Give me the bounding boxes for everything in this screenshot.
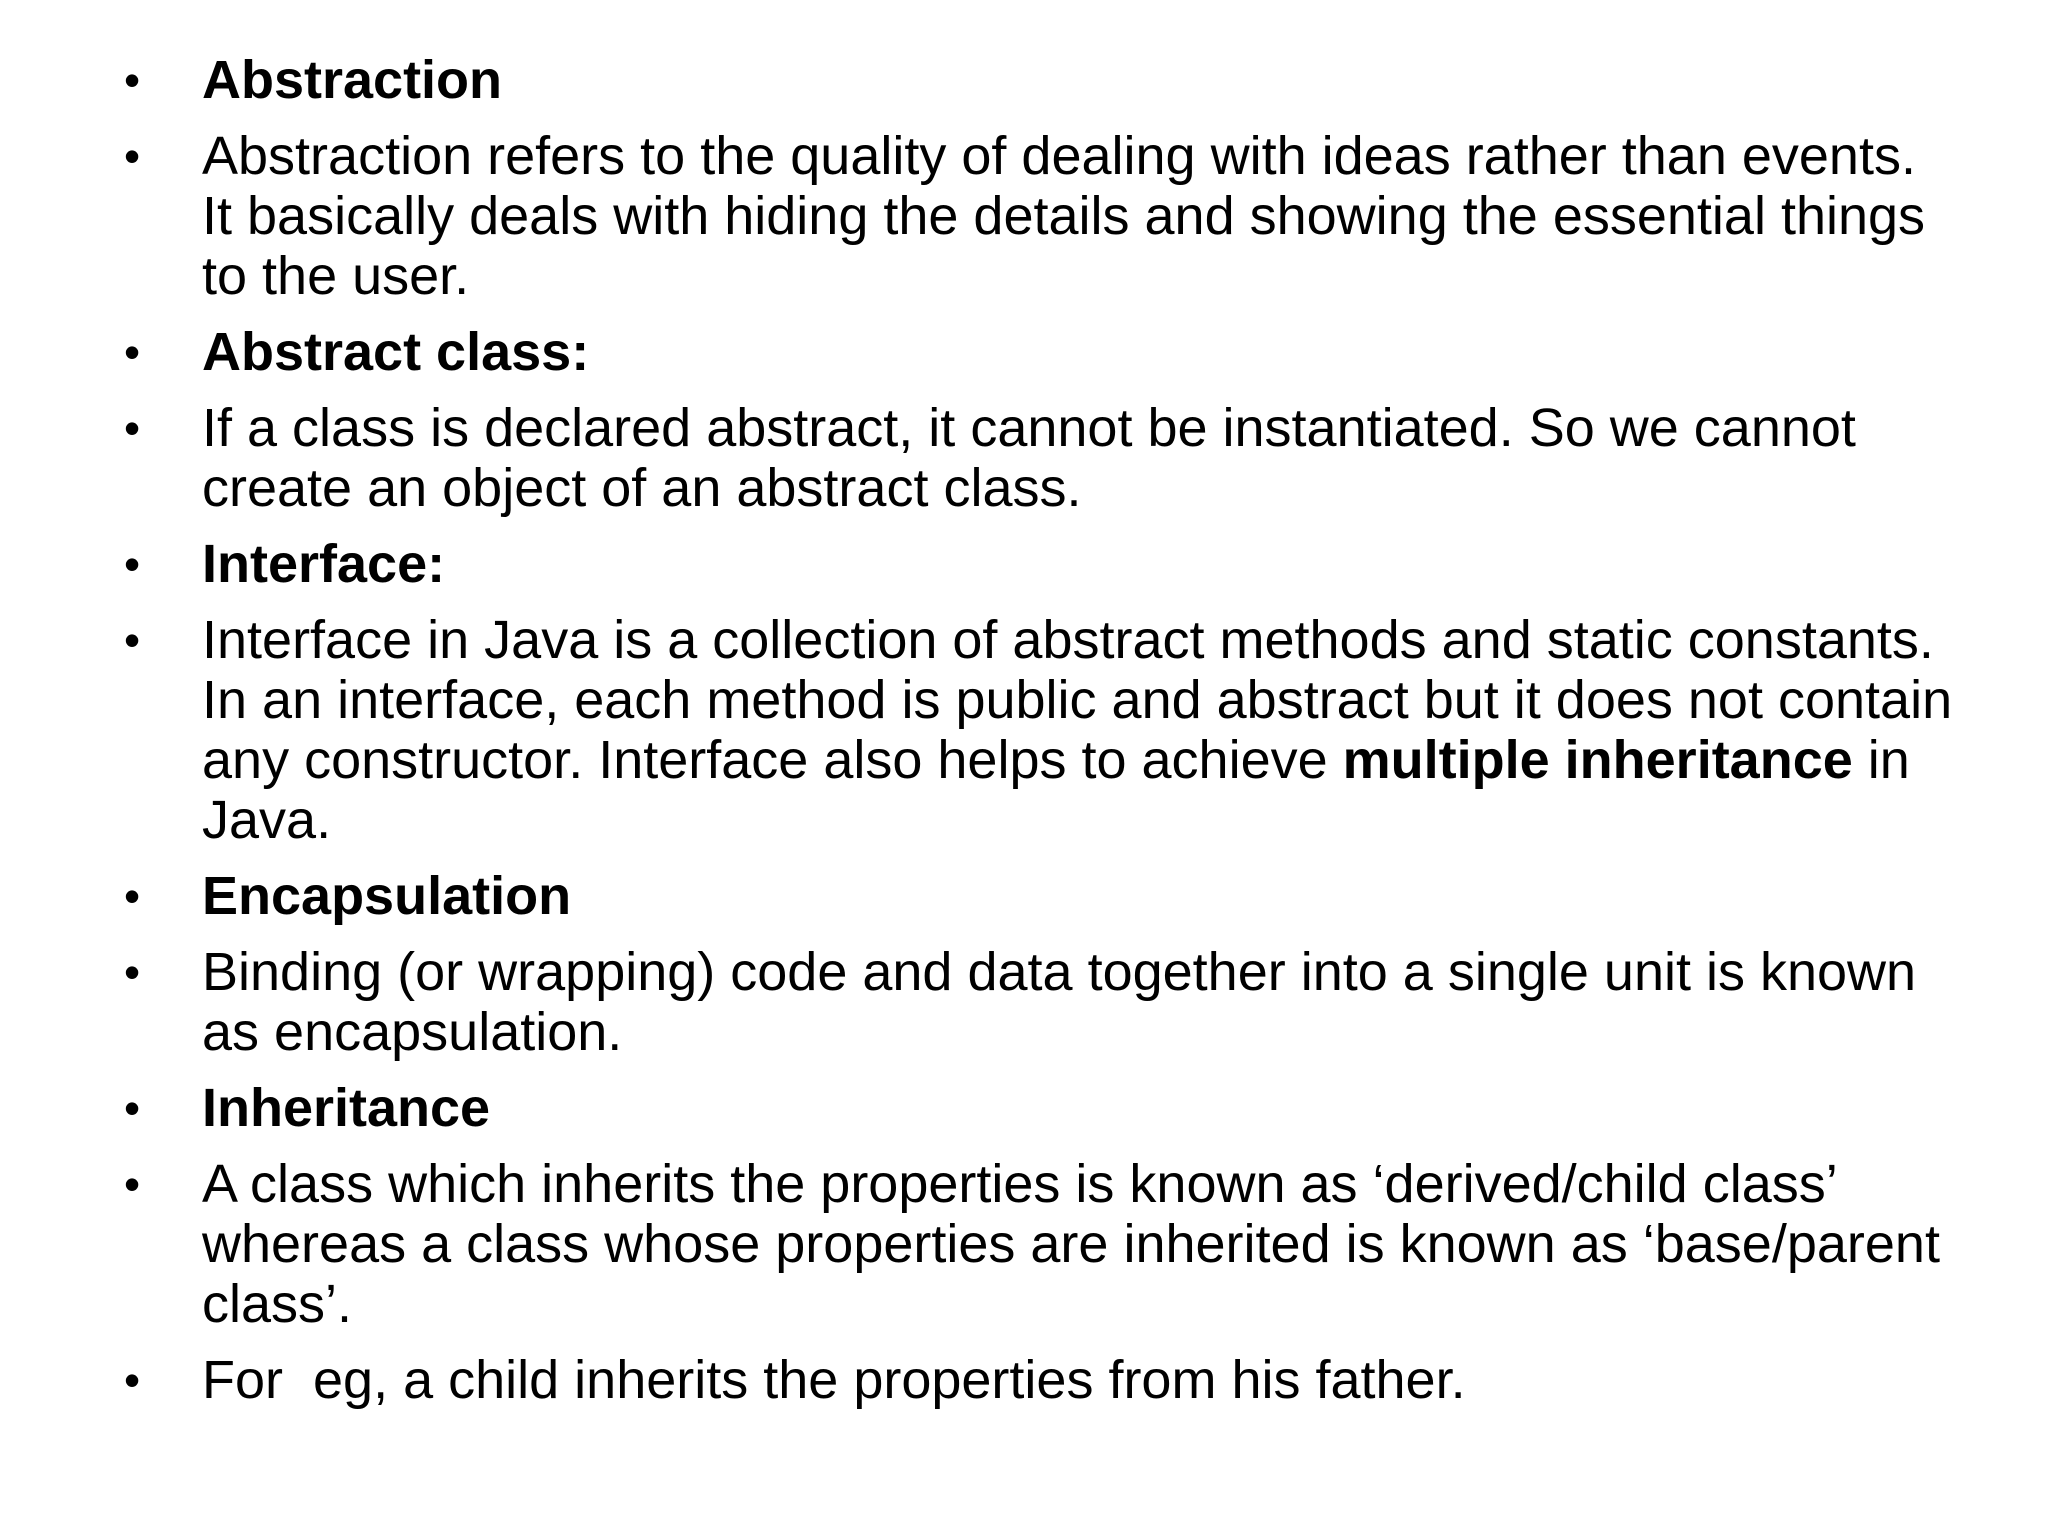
bullet-icon: •: [124, 130, 141, 182]
heading-text: Abstract class:: [202, 322, 590, 382]
list-item-abstraction-heading: [118, 50, 1958, 110]
list-item-abstract-class-body: [118, 398, 1958, 518]
body-text: If a class is declared abstract, it cannot be instantiated. So we cannot create an object of an abstract class.: [202, 398, 1856, 518]
body-text: [202, 610, 1952, 850]
list-item-abstraction-body: [118, 126, 1958, 306]
heading-text: Encapsulation: [202, 866, 572, 926]
bullet-icon: •: [124, 54, 141, 106]
body-text: Binding (or wrapping) code and data together into a single unit is known as encapsulation.: [202, 942, 1917, 1062]
body-text-after: in Java.: [202, 730, 1910, 850]
bullet-icon: •: [124, 326, 141, 378]
bullet-icon: •: [124, 870, 141, 922]
bullet-list: [118, 50, 1958, 1426]
heading-text: Interface:: [202, 534, 446, 594]
heading-text: Inheritance: [202, 1078, 491, 1138]
bullet-icon: •: [124, 538, 141, 590]
bullet-icon: •: [124, 1158, 141, 1210]
bullet-icon: •: [124, 1082, 141, 1134]
bullet-icon: •: [124, 946, 141, 998]
body-text-before: Interface in Java is a collection of abstract methods and static constants. In an interface, each method is public and abstract but it does not contain any constructor. Interface also helps to achieve: [202, 610, 1953, 790]
body-text: For eg, a child inherits the properties from his father.: [202, 1350, 1466, 1410]
body-text: A class which inherits the properties is known as ‘derived/child class’ whereas a class whose properties are inherited is known as ‘base/parent class’.: [202, 1154, 1940, 1334]
bullet-icon: •: [124, 402, 141, 454]
bullet-icon: •: [124, 1354, 141, 1406]
heading-text: Abstraction: [202, 50, 503, 110]
list-item-interface-body: [118, 610, 1958, 850]
list-item-abstract-class-heading: [118, 322, 1958, 382]
list-item-encapsulation-heading: [118, 866, 1958, 926]
list-item-inheritance-example: [118, 1350, 1958, 1410]
list-item-encapsulation-body: [118, 942, 1958, 1062]
list-item-interface-heading: [118, 534, 1958, 594]
bullet-icon: •: [124, 614, 141, 666]
body-text: Abstraction refers to the quality of dealing with ideas rather than events. It basically deals with hiding the details and showing the essential things to the user.: [202, 126, 1926, 306]
body-text-bold: multiple inheritance: [1342, 730, 1853, 790]
list-item-inheritance-body: [118, 1154, 1958, 1334]
list-item-inheritance-heading: [118, 1078, 1958, 1138]
